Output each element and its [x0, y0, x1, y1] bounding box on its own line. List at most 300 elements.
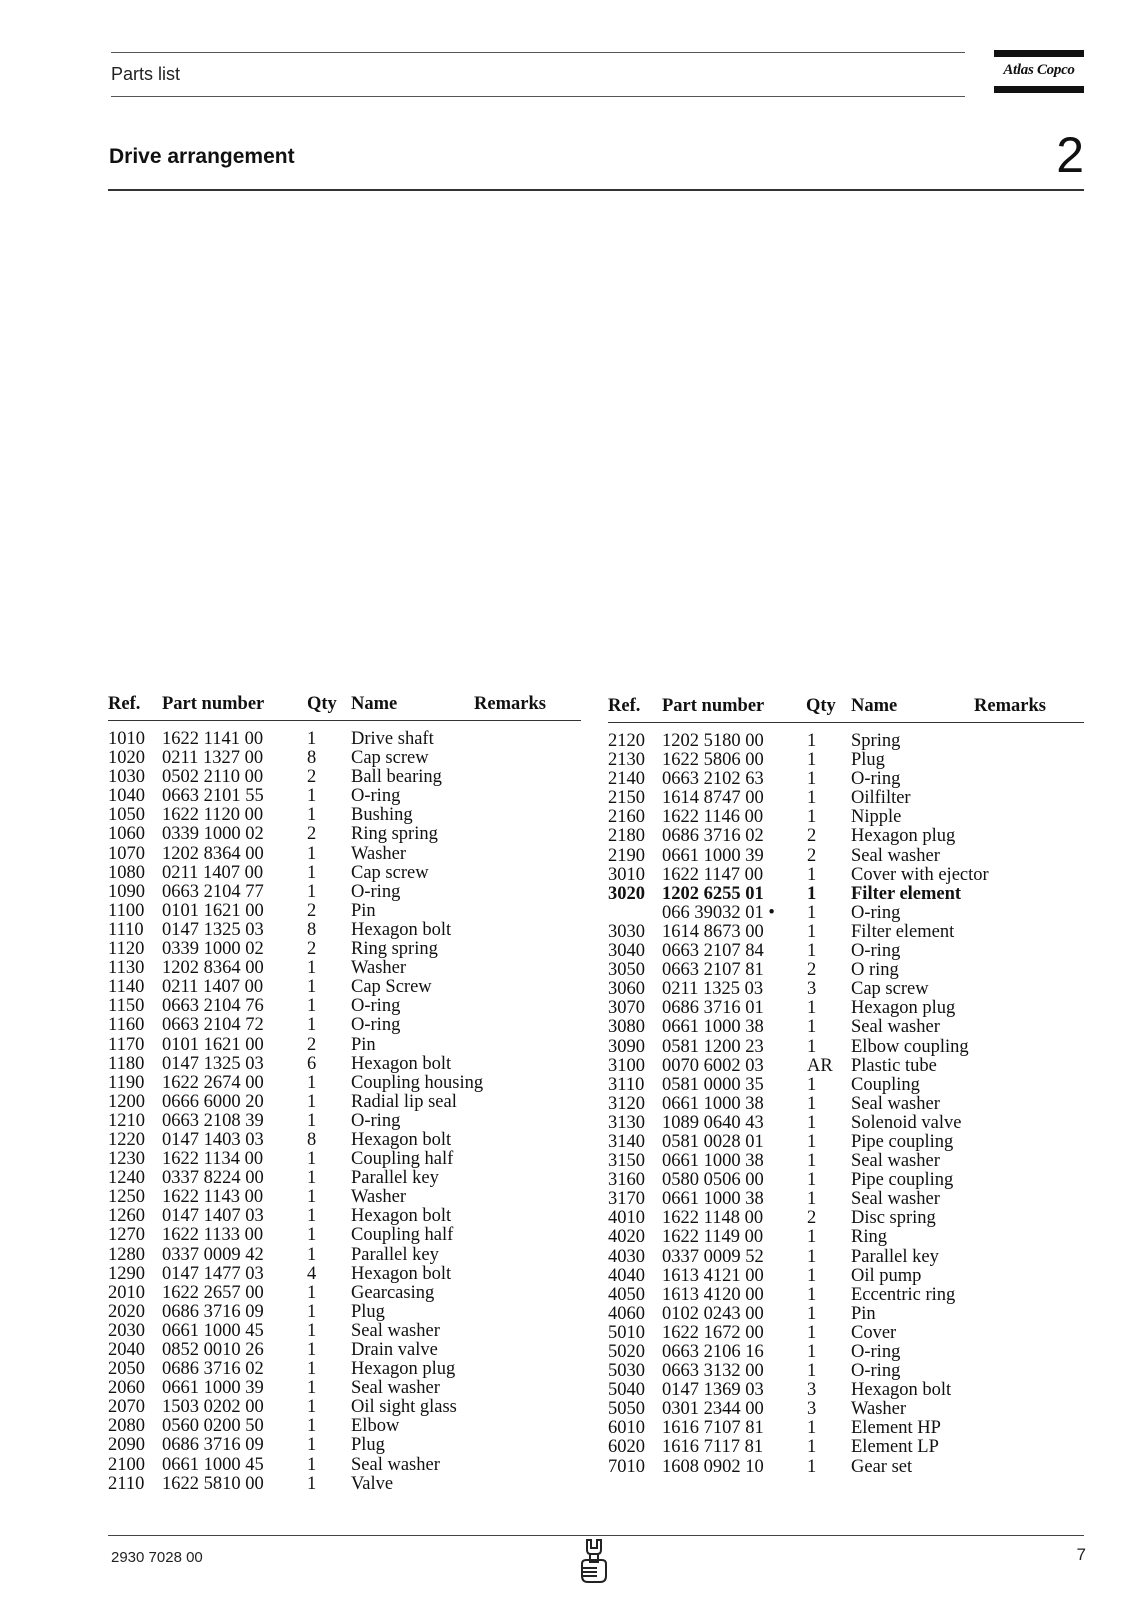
cell-name: Seal washer — [351, 1378, 440, 1399]
cell-qty: 1 — [307, 1397, 317, 1418]
cell-qty: 1 — [307, 1435, 317, 1456]
cell-ref: 6020 — [608, 1437, 645, 1458]
cell-name: Hexagon plug — [851, 826, 956, 847]
cell-name: Hexagon bolt — [351, 1053, 452, 1074]
cell-ref: 3090 — [608, 1036, 645, 1057]
cell-ref: 1060 — [108, 824, 145, 845]
cell-qty: 2 — [307, 1034, 317, 1055]
cell-qty: 1 — [807, 1131, 817, 1152]
cell-ref: 1070 — [108, 843, 145, 864]
cell-ref: 2190 — [608, 845, 645, 866]
cell-name: Plug — [851, 750, 885, 771]
cell-ref: 5010 — [608, 1322, 645, 1343]
cell-part-number: 0686 3716 09 — [162, 1301, 264, 1322]
cell-name: Parallel key — [351, 1168, 439, 1189]
cell-qty: 1 — [307, 1206, 317, 1227]
cell-name: Pin — [851, 1303, 876, 1324]
cell-name: Elbow — [351, 1416, 400, 1437]
cell-name: Cap screw — [851, 979, 929, 1000]
cell-name: Plug — [351, 1435, 385, 1456]
cell-ref: 1260 — [108, 1206, 145, 1227]
cell-part-number: 0502 2110 00 — [162, 767, 264, 788]
cell-ref: 3100 — [608, 1055, 645, 1076]
cell-ref: 3160 — [608, 1170, 645, 1191]
cell-name: Hexagon bolt — [851, 1380, 952, 1401]
cell-ref: 1160 — [108, 1015, 145, 1036]
cell-part-number: 0663 2107 81 — [662, 960, 764, 981]
cell-ref: 1240 — [108, 1168, 145, 1189]
cell-ref: 1210 — [108, 1110, 145, 1131]
cell-qty: 1 — [807, 750, 817, 771]
cell-ref: 2100 — [108, 1454, 145, 1475]
cell-part-number: 0337 8224 00 — [162, 1168, 264, 1189]
cell-name: Plastic tube — [851, 1055, 937, 1076]
cell-name: Elbow coupling — [851, 1036, 969, 1057]
cell-ref: 2110 — [108, 1473, 145, 1494]
cell-name: Solenoid valve — [851, 1112, 962, 1133]
cell-ref: 2120 — [608, 731, 645, 751]
cell-name: Oil sight glass — [351, 1397, 457, 1418]
cell-ref: 5050 — [608, 1399, 645, 1420]
cell-part-number: 0211 1325 03 — [662, 979, 764, 1000]
cell-part-number: 0661 1000 38 — [662, 1151, 764, 1172]
cell-qty: 1 — [307, 729, 317, 749]
cell-qty: 1 — [807, 902, 817, 923]
cell-qty: 1 — [807, 1151, 817, 1172]
cell-qty: 1 — [307, 1359, 317, 1380]
cell-qty: 2 — [807, 960, 817, 981]
cell-part-number: 1202 8364 00 — [162, 958, 264, 979]
cell-qty: AR — [807, 1055, 833, 1076]
cell-qty: 1 — [307, 1015, 317, 1036]
cell-part-number: 0147 1325 03 — [162, 1053, 264, 1074]
cell-name: Disc spring — [851, 1208, 936, 1229]
cell-part-number: 1622 1672 00 — [662, 1322, 764, 1343]
cell-qty: 1 — [307, 977, 317, 998]
cell-ref: 1040 — [108, 786, 145, 807]
cell-part-number: 0666 6000 20 — [162, 1091, 264, 1112]
cell-name: Element LP — [851, 1437, 939, 1458]
col-header-part-number: Part number — [162, 694, 265, 714]
cell-qty: 1 — [307, 1340, 317, 1360]
cell-name: Cover with ejector — [851, 864, 989, 885]
cell-ref: 4040 — [608, 1265, 645, 1286]
cell-name: Coupling — [851, 1074, 920, 1095]
cell-name: Valve — [351, 1473, 394, 1494]
cell-part-number: 0661 1000 38 — [662, 1017, 764, 1038]
cell-part-number: 1622 2657 00 — [162, 1282, 264, 1303]
cell-part-number: 1089 0640 43 — [662, 1112, 764, 1133]
cell-qty: 1 — [307, 1091, 317, 1112]
cell-name: O-ring — [351, 1015, 401, 1036]
cell-ref: 5020 — [608, 1342, 645, 1362]
cell-part-number: 1503 0202 00 — [162, 1397, 264, 1418]
cell-qty: 1 — [307, 843, 317, 864]
footer-rule — [108, 1535, 1084, 1536]
cell-name: Seal washer — [851, 1151, 940, 1172]
cell-part-number: 1622 1120 00 — [162, 805, 264, 826]
cell-ref: 1020 — [108, 748, 145, 769]
cell-ref: 3050 — [608, 960, 645, 981]
cell-part-number: 0686 3716 02 — [662, 826, 764, 847]
header-rule — [108, 720, 581, 721]
cell-qty: 1 — [807, 1284, 817, 1305]
cell-name: O-ring — [851, 1342, 901, 1362]
cell-part-number: 0663 2104 72 — [162, 1015, 264, 1036]
cell-qty: 2 — [307, 824, 317, 845]
cell-qty: 1 — [307, 1110, 317, 1131]
cell-part-number: 0211 1327 00 — [162, 748, 264, 769]
cell-part-number: 0337 0009 52 — [662, 1246, 764, 1267]
cell-part-number: 0661 1000 38 — [662, 1189, 764, 1210]
cell-qty: 1 — [807, 1036, 817, 1057]
cell-name: O-ring — [351, 1110, 401, 1131]
col-header-name: Name — [351, 694, 398, 714]
cell-ref: 3060 — [608, 979, 645, 1000]
cell-ref: 4050 — [608, 1284, 645, 1305]
cell-ref: 4010 — [608, 1208, 645, 1229]
cell-name: Spring — [851, 731, 901, 751]
cell-qty: 1 — [807, 998, 817, 1019]
cell-ref: 2060 — [108, 1378, 145, 1399]
cell-part-number: 1608 0902 10 — [662, 1456, 764, 1477]
col-header-ref: Ref. — [108, 694, 141, 714]
cell-name: Pin — [351, 1034, 376, 1055]
cell-part-number: 0560 0200 50 — [162, 1416, 264, 1437]
cell-name: Coupling half — [351, 1225, 454, 1246]
cell-part-number: 0663 3132 00 — [662, 1361, 764, 1382]
cell-name: Seal washer — [351, 1320, 440, 1341]
cell-qty: 1 — [807, 1322, 817, 1343]
footer-page-number: 7 — [1076, 1545, 1086, 1564]
cell-qty: 2 — [807, 1208, 817, 1229]
mechanic-hand-wrench-icon — [577, 1538, 611, 1584]
cell-name: O-ring — [851, 1361, 901, 1382]
cell-qty: 1 — [307, 1225, 317, 1246]
col-header-part-number: Part number — [662, 696, 765, 716]
cell-ref: 1290 — [108, 1263, 145, 1284]
cell-ref: 1130 — [108, 958, 145, 979]
cell-ref: 1080 — [108, 862, 145, 883]
cell-qty: 1 — [307, 1301, 317, 1322]
cell-qty: 8 — [307, 919, 317, 940]
cell-qty: 6 — [307, 1053, 317, 1074]
cell-part-number: 0211 1407 00 — [162, 977, 264, 998]
cell-ref: 2090 — [108, 1435, 145, 1456]
cell-part-number: 0580 0506 00 — [662, 1170, 764, 1191]
cell-part-number: 0101 1621 00 — [162, 1034, 264, 1055]
cell-ref: 1120 — [108, 939, 145, 960]
cell-ref: 2070 — [108, 1397, 145, 1418]
cell-ref: 1270 — [108, 1225, 145, 1246]
cell-name: O-ring — [351, 786, 401, 807]
cell-ref: 3040 — [608, 941, 645, 962]
cell-qty: 1 — [307, 1149, 317, 1170]
cell-name: Seal washer — [851, 1017, 940, 1038]
cell-ref: 1250 — [108, 1187, 145, 1208]
cell-name: Gearcasing — [351, 1282, 435, 1303]
cell-name: Washer — [351, 958, 407, 979]
cell-part-number: 0663 2101 55 — [162, 786, 264, 807]
cell-ref: 5040 — [608, 1380, 645, 1401]
cell-qty: 1 — [307, 786, 317, 807]
cell-ref: 5030 — [608, 1361, 645, 1382]
cell-ref: 2140 — [608, 769, 645, 790]
cell-name: Ring spring — [351, 939, 438, 960]
cell-ref: 4060 — [608, 1303, 645, 1324]
cell-name: Element HP — [851, 1418, 941, 1439]
cell-name: Hexagon bolt — [351, 1206, 452, 1227]
cell-qty: 1 — [307, 1168, 317, 1189]
cell-qty: 1 — [807, 788, 817, 809]
cell-name: Cap screw — [351, 748, 429, 769]
cell-ref: 7010 — [608, 1456, 645, 1477]
cell-ref: 2160 — [608, 807, 645, 828]
cell-qty: 1 — [307, 996, 317, 1017]
cell-name: Cover — [851, 1322, 897, 1343]
cell-name: Eccentric ring — [851, 1284, 956, 1305]
cell-qty: 2 — [307, 900, 317, 921]
cell-qty: 1 — [807, 1246, 817, 1267]
cell-part-number: 1202 6255 01 — [662, 883, 764, 904]
cell-qty: 1 — [807, 921, 817, 942]
cell-name: Cap Screw — [351, 977, 432, 998]
cell-qty: 1 — [807, 1342, 817, 1362]
cell-ref: 1100 — [108, 900, 145, 921]
cell-qty: 1 — [307, 805, 317, 826]
cell-part-number: 0663 2104 77 — [162, 881, 264, 902]
cell-ref: 2040 — [108, 1340, 145, 1360]
cell-qty: 3 — [807, 979, 817, 1000]
cell-qty: 1 — [807, 769, 817, 790]
cell-qty: 4 — [307, 1263, 317, 1284]
cell-name: Plug — [351, 1301, 385, 1322]
cell-ref: 2050 — [108, 1359, 145, 1380]
cell-ref: 1110 — [108, 919, 144, 940]
cell-part-number: 0661 1000 38 — [662, 1093, 764, 1114]
cell-ref: 1150 — [108, 996, 145, 1017]
logo-top-bar — [994, 50, 1084, 57]
cell-name: Radial lip seal — [351, 1091, 457, 1112]
cell-qty: 1 — [307, 1320, 317, 1341]
cell-qty: 1 — [307, 1072, 317, 1093]
cell-qty: 1 — [807, 1303, 817, 1324]
cell-qty: 1 — [807, 1189, 817, 1210]
cell-part-number: 0663 2104 76 — [162, 996, 264, 1017]
footer-doc-number: 2930 7028 00 — [111, 1549, 203, 1566]
header-bottom-rule — [111, 96, 965, 97]
cell-qty: 1 — [807, 864, 817, 885]
cell-qty: 1 — [807, 941, 817, 962]
cell-ref: 6010 — [608, 1418, 645, 1439]
cell-ref: 3130 — [608, 1112, 645, 1133]
cell-ref: 2020 — [108, 1301, 145, 1322]
cell-qty: 2 — [307, 767, 317, 788]
cell-part-number: 0102 0243 00 — [662, 1303, 764, 1324]
cell-qty: 1 — [807, 1361, 817, 1382]
cell-name: Pipe coupling — [851, 1131, 954, 1152]
col-header-remarks: Remarks — [974, 696, 1046, 716]
cell-name: Parallel key — [351, 1244, 439, 1265]
cell-ref: 1230 — [108, 1149, 145, 1170]
col-header-ref: Ref. — [608, 696, 641, 716]
cell-qty: 8 — [307, 748, 317, 769]
header-rule — [608, 722, 1084, 723]
cell-qty: 1 — [307, 1473, 317, 1494]
col-header-remarks: Remarks — [474, 694, 546, 714]
cell-qty: 1 — [307, 881, 317, 902]
col-header-qty: Qty — [307, 694, 337, 714]
cell-qty: 2 — [807, 826, 817, 847]
cell-part-number: 0581 0028 01 — [662, 1131, 764, 1152]
cell-part-number: 0070 6002 03 — [662, 1055, 764, 1076]
cell-name: Oil pump — [851, 1265, 922, 1286]
cell-part-number: 0211 1407 00 — [162, 862, 264, 883]
cell-qty: 1 — [807, 1112, 817, 1133]
cell-part-number: 0686 3716 02 — [162, 1359, 264, 1380]
cell-ref: 3030 — [608, 921, 645, 942]
cell-name: Coupling half — [351, 1149, 454, 1170]
cell-name: O ring — [851, 960, 899, 981]
cell-part-number: 1622 1148 00 — [662, 1208, 764, 1229]
cell-part-number: 0147 1325 03 — [162, 919, 264, 940]
cell-part-number: 1614 8747 00 — [662, 788, 764, 809]
cell-name: Oilfilter — [851, 788, 911, 809]
section-rule — [108, 189, 1084, 191]
cell-ref: 2030 — [108, 1320, 145, 1341]
cell-name: Seal washer — [351, 1454, 440, 1475]
cell-name: Coupling housing — [351, 1072, 484, 1093]
section-title: Drive arrangement — [109, 145, 295, 168]
cell-part-number: 0147 1407 03 — [162, 1206, 264, 1227]
cell-part-number: 1616 7107 81 — [662, 1418, 764, 1439]
cell-part-number: 1613 4121 00 — [662, 1265, 764, 1286]
cell-name: Ring spring — [351, 824, 438, 845]
cell-ref: 1190 — [108, 1072, 145, 1093]
cell-qty: 1 — [807, 1170, 817, 1191]
cell-qty: 1 — [807, 1017, 817, 1038]
cell-ref: 1030 — [108, 767, 145, 788]
cell-part-number: 1613 4120 00 — [662, 1284, 764, 1305]
cell-qty: 8 — [307, 1129, 317, 1150]
cell-part-number: 0339 1000 02 — [162, 824, 264, 845]
cell-qty: 1 — [307, 1244, 317, 1265]
cell-ref: 1170 — [108, 1034, 145, 1055]
cell-ref: 3150 — [608, 1151, 645, 1172]
cell-part-number: 1622 5810 00 — [162, 1473, 264, 1494]
cell-name: Nipple — [851, 807, 902, 828]
cell-qty: 1 — [307, 1378, 317, 1399]
cell-qty: 2 — [807, 845, 817, 866]
cell-part-number: 1622 1146 00 — [662, 807, 764, 828]
cell-part-number: 0581 0000 35 — [662, 1074, 764, 1095]
cell-part-number: 0663 2106 16 — [662, 1342, 764, 1362]
cell-ref: 2180 — [608, 826, 645, 847]
cell-qty: 1 — [807, 1265, 817, 1286]
cell-part-number: 1202 8364 00 — [162, 843, 264, 864]
cell-part-number: 1622 1141 00 — [162, 729, 264, 749]
cell-part-number: 0661 1000 39 — [162, 1378, 264, 1399]
cell-part-number: 1622 1133 00 — [162, 1225, 264, 1246]
cell-name: Filter element — [851, 883, 962, 904]
cell-name: Washer — [351, 1187, 407, 1208]
header-top-rule — [111, 52, 965, 53]
cell-name: Washer — [351, 843, 407, 864]
cell-ref: 1140 — [108, 977, 145, 998]
cell-ref: 1280 — [108, 1244, 145, 1265]
cell-name: O-ring — [351, 881, 401, 902]
cell-qty: 1 — [807, 883, 817, 904]
cell-name: Parallel key — [851, 1246, 939, 1267]
cell-part-number: 0686 3716 09 — [162, 1435, 264, 1456]
cell-part-number: 1614 8673 00 — [662, 921, 764, 942]
cell-part-number: 1622 1149 00 — [662, 1227, 764, 1248]
cell-part-number: 0101 1621 00 — [162, 900, 264, 921]
cell-name: Hexagon bolt — [351, 919, 452, 940]
page-header-title: Parts list — [111, 64, 181, 84]
cell-part-number: 0337 0009 42 — [162, 1244, 264, 1265]
cell-qty: 1 — [307, 1282, 317, 1303]
cell-name: Seal washer — [851, 845, 940, 866]
cell-qty: 1 — [807, 731, 817, 751]
cell-name: Drive shaft — [351, 729, 434, 749]
cell-part-number: 0661 1000 39 — [662, 845, 764, 866]
cell-part-number: 0661 1000 45 — [162, 1454, 264, 1475]
cell-name: Ring — [851, 1227, 887, 1248]
cell-name: O-ring — [851, 941, 901, 962]
cell-name: O-ring — [851, 769, 901, 790]
cell-part-number: 0661 1000 45 — [162, 1320, 264, 1341]
cell-qty: 3 — [807, 1399, 817, 1420]
col-header-qty: Qty — [806, 696, 836, 716]
cell-qty: 1 — [807, 807, 817, 828]
cell-ref: 2080 — [108, 1416, 145, 1437]
cell-part-number: 0663 2102 63 — [662, 769, 764, 790]
cell-name: Pin — [351, 900, 376, 921]
cell-part-number: 1622 1147 00 — [662, 864, 764, 885]
cell-name: Drain valve — [351, 1340, 438, 1360]
cell-qty: 1 — [807, 1418, 817, 1439]
cell-name: Ball bearing — [351, 767, 442, 788]
cell-part-number: 0147 1403 03 — [162, 1129, 264, 1150]
cell-part-number: 0147 1369 03 — [662, 1380, 764, 1401]
cell-ref: 1220 — [108, 1129, 145, 1150]
cell-part-number: 0686 3716 01 — [662, 998, 764, 1019]
cell-name: Cap screw — [351, 862, 429, 883]
cell-name: Washer — [851, 1399, 907, 1420]
cell-ref: 3080 — [608, 1017, 645, 1038]
cell-part-number: 0581 1200 23 — [662, 1036, 764, 1057]
cell-ref: 2130 — [608, 750, 645, 771]
cell-ref: 3120 — [608, 1093, 645, 1114]
cell-ref: 1200 — [108, 1091, 145, 1112]
cell-part-number: 1202 5180 00 — [662, 731, 764, 751]
section-number: 2 — [1056, 127, 1084, 183]
cell-name: Seal washer — [851, 1189, 940, 1210]
cell-name: Pipe coupling — [851, 1170, 954, 1191]
cell-name: Hexagon plug — [851, 998, 956, 1019]
cell-name: Hexagon bolt — [351, 1263, 452, 1284]
cell-part-number: 0663 2107 84 — [662, 941, 764, 962]
cell-ref: 4030 — [608, 1246, 645, 1267]
cell-name: Filter element — [851, 921, 955, 942]
cell-qty: 3 — [807, 1380, 817, 1401]
cell-part-number: 1622 2674 00 — [162, 1072, 264, 1093]
cell-qty: 1 — [307, 862, 317, 883]
cell-part-number: 1622 5806 00 — [662, 750, 764, 771]
cell-part-number: 0852 0010 26 — [162, 1340, 264, 1360]
cell-part-number: 0301 2344 00 — [662, 1399, 764, 1420]
